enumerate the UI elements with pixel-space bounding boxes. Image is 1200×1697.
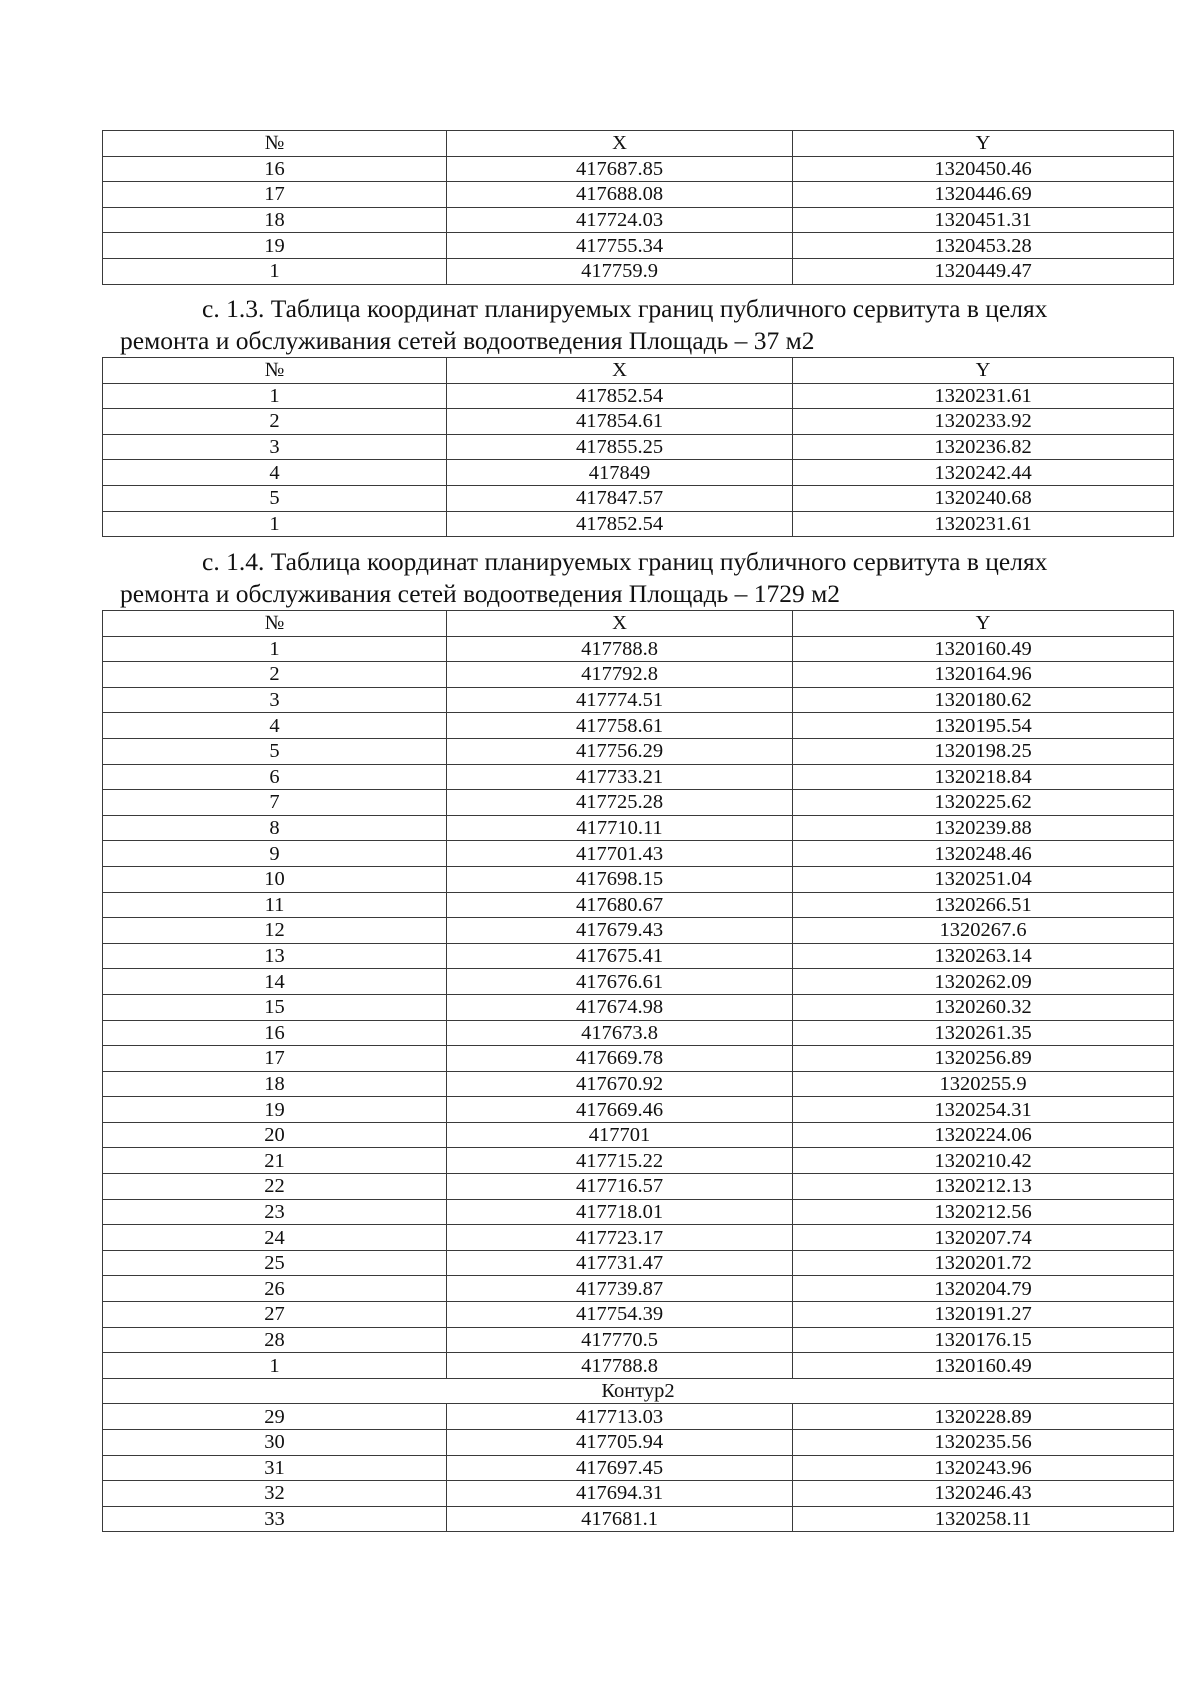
y-coordinate-cell: 1320231.61 — [793, 511, 1174, 537]
table-row — [103, 866, 1174, 892]
contour-label-row — [103, 1378, 1174, 1404]
point-number-cell: 29 — [103, 1404, 447, 1430]
caption-line-2: ремонта и обслуживания сетей водоотведения Площадь – 37 м2 — [120, 326, 815, 355]
x-coordinate-cell: 417669.78 — [447, 1046, 793, 1072]
table-row — [103, 790, 1174, 816]
y-coordinate-cell: 1320176.15 — [793, 1327, 1174, 1353]
table-row — [103, 434, 1174, 460]
header-y: Y — [793, 131, 1174, 157]
table-row — [103, 662, 1174, 688]
y-coordinate-cell: 1320266.51 — [793, 892, 1174, 918]
x-coordinate-cell: 417792.8 — [447, 662, 793, 688]
table-row — [103, 1276, 1174, 1302]
x-coordinate-cell: 417854.61 — [447, 409, 793, 435]
y-coordinate-cell: 1320453.28 — [793, 233, 1174, 259]
point-number-cell: 13 — [103, 943, 447, 969]
y-coordinate-cell: 1320204.79 — [793, 1276, 1174, 1302]
y-coordinate-cell: 1320235.56 — [793, 1430, 1174, 1456]
point-number-cell: 1 — [103, 383, 447, 409]
table-header-row — [103, 611, 1174, 637]
table-row — [103, 892, 1174, 918]
y-coordinate-cell: 1320228.89 — [793, 1404, 1174, 1430]
point-number-cell: 30 — [103, 1430, 447, 1456]
x-coordinate-cell: 417724.03 — [447, 207, 793, 233]
point-number-cell: 3 — [103, 687, 447, 713]
y-coordinate-cell: 1320248.46 — [793, 841, 1174, 867]
header-x: X — [447, 611, 793, 637]
x-coordinate-cell: 417705.94 — [447, 1430, 793, 1456]
table-row — [103, 943, 1174, 969]
x-coordinate-cell: 417710.11 — [447, 815, 793, 841]
point-number-cell: 1 — [103, 511, 447, 537]
x-coordinate-cell: 417687.85 — [447, 156, 793, 182]
table-row — [103, 1302, 1174, 1328]
x-coordinate-cell: 417739.87 — [447, 1276, 793, 1302]
x-coordinate-cell: 417681.1 — [447, 1506, 793, 1532]
x-coordinate-cell: 417754.39 — [447, 1302, 793, 1328]
x-coordinate-cell: 417758.61 — [447, 713, 793, 739]
y-coordinate-cell: 1320236.82 — [793, 434, 1174, 460]
contour-label: Контур2 — [103, 1378, 1174, 1404]
table-row — [103, 1148, 1174, 1174]
point-number-cell: 31 — [103, 1455, 447, 1481]
table-row — [103, 1046, 1174, 1072]
point-number-cell: 21 — [103, 1148, 447, 1174]
x-coordinate-cell: 417688.08 — [447, 182, 793, 208]
point-number-cell: 19 — [103, 233, 447, 259]
table-row — [103, 409, 1174, 435]
header-number: № — [103, 611, 447, 637]
table-row — [103, 687, 1174, 713]
x-coordinate-cell: 417755.34 — [447, 233, 793, 259]
table-row — [103, 738, 1174, 764]
y-coordinate-cell: 1320267.6 — [793, 918, 1174, 944]
x-coordinate-cell: 417852.54 — [447, 383, 793, 409]
point-number-cell: 19 — [103, 1097, 447, 1123]
table-row — [103, 156, 1174, 182]
x-coordinate-cell: 417697.45 — [447, 1455, 793, 1481]
y-coordinate-cell: 1320198.25 — [793, 738, 1174, 764]
y-coordinate-cell: 1320160.49 — [793, 1353, 1174, 1379]
table-body — [103, 636, 1174, 1378]
caption-line-1: с. 1.3. Таблица координат планируемых границ публичного сервитута в целях — [202, 294, 1048, 323]
x-coordinate-cell: 417770.5 — [447, 1327, 793, 1353]
point-number-cell: 2 — [103, 409, 447, 435]
y-coordinate-cell: 1320449.47 — [793, 258, 1174, 284]
x-coordinate-cell: 417701 — [447, 1122, 793, 1148]
x-coordinate-cell: 417756.29 — [447, 738, 793, 764]
table-row — [103, 1250, 1174, 1276]
header-y: Y — [793, 611, 1174, 637]
point-number-cell: 14 — [103, 969, 447, 995]
table-row — [103, 1481, 1174, 1507]
x-coordinate-cell: 417675.41 — [447, 943, 793, 969]
y-coordinate-cell: 1320243.96 — [793, 1455, 1174, 1481]
point-number-cell: 1 — [103, 258, 447, 284]
table-row — [103, 1506, 1174, 1532]
x-coordinate-cell: 417713.03 — [447, 1404, 793, 1430]
table-row — [103, 383, 1174, 409]
table-caption-1-4 — [120, 546, 1180, 610]
x-coordinate-cell: 417716.57 — [447, 1174, 793, 1200]
table-row — [103, 841, 1174, 867]
table-row — [103, 233, 1174, 259]
x-coordinate-cell: 417849 — [447, 460, 793, 486]
x-coordinate-cell: 417694.31 — [447, 1481, 793, 1507]
point-number-cell: 1 — [103, 636, 447, 662]
table-row — [103, 1225, 1174, 1251]
table-caption-1-3 — [120, 293, 1180, 357]
point-number-cell: 26 — [103, 1276, 447, 1302]
point-number-cell: 5 — [103, 485, 447, 511]
coordinates-table-1 — [102, 130, 1174, 285]
table-row — [103, 994, 1174, 1020]
point-number-cell: 6 — [103, 764, 447, 790]
y-coordinate-cell: 1320260.32 — [793, 994, 1174, 1020]
x-coordinate-cell: 417855.25 — [447, 434, 793, 460]
point-number-cell: 1 — [103, 1353, 447, 1379]
table-row — [103, 1071, 1174, 1097]
table-row — [103, 1430, 1174, 1456]
x-coordinate-cell: 417725.28 — [447, 790, 793, 816]
table-row — [103, 1455, 1174, 1481]
table-body — [103, 156, 1174, 284]
table-row — [103, 460, 1174, 486]
header-x: X — [447, 358, 793, 384]
point-number-cell: 5 — [103, 738, 447, 764]
point-number-cell: 33 — [103, 1506, 447, 1532]
y-coordinate-cell: 1320261.35 — [793, 1020, 1174, 1046]
table-row — [103, 207, 1174, 233]
point-number-cell: 25 — [103, 1250, 447, 1276]
point-number-cell: 24 — [103, 1225, 447, 1251]
point-number-cell: 2 — [103, 662, 447, 688]
y-coordinate-cell: 1320231.61 — [793, 383, 1174, 409]
point-number-cell: 9 — [103, 841, 447, 867]
y-coordinate-cell: 1320201.72 — [793, 1250, 1174, 1276]
y-coordinate-cell: 1320180.62 — [793, 687, 1174, 713]
y-coordinate-cell: 1320246.43 — [793, 1481, 1174, 1507]
table-row — [103, 1199, 1174, 1225]
y-coordinate-cell: 1320242.44 — [793, 460, 1174, 486]
table-row — [103, 969, 1174, 995]
contour-2-body — [103, 1404, 1174, 1532]
table-row — [103, 1353, 1174, 1379]
x-coordinate-cell: 417731.47 — [447, 1250, 793, 1276]
y-coordinate-cell: 1320210.42 — [793, 1148, 1174, 1174]
x-coordinate-cell: 417698.15 — [447, 866, 793, 892]
point-number-cell: 10 — [103, 866, 447, 892]
y-coordinate-cell: 1320263.14 — [793, 943, 1174, 969]
header-number: № — [103, 358, 447, 384]
point-number-cell: 32 — [103, 1481, 447, 1507]
table-row — [103, 1020, 1174, 1046]
point-number-cell: 4 — [103, 713, 447, 739]
y-coordinate-cell: 1320255.9 — [793, 1071, 1174, 1097]
table-row — [103, 485, 1174, 511]
x-coordinate-cell: 417679.43 — [447, 918, 793, 944]
x-coordinate-cell: 417718.01 — [447, 1199, 793, 1225]
contour-label-body — [103, 1378, 1174, 1404]
y-coordinate-cell: 1320251.04 — [793, 866, 1174, 892]
y-coordinate-cell: 1320212.56 — [793, 1199, 1174, 1225]
caption-line-1: с. 1.4. Таблица координат планируемых границ публичного сервитута в целях — [202, 547, 1048, 576]
point-number-cell: 4 — [103, 460, 447, 486]
y-coordinate-cell: 1320233.92 — [793, 409, 1174, 435]
table-row — [103, 1097, 1174, 1123]
point-number-cell: 7 — [103, 790, 447, 816]
y-coordinate-cell: 1320212.13 — [793, 1174, 1174, 1200]
table-row — [103, 1404, 1174, 1430]
x-coordinate-cell: 417788.8 — [447, 1353, 793, 1379]
y-coordinate-cell: 1320258.11 — [793, 1506, 1174, 1532]
x-coordinate-cell: 417759.9 — [447, 258, 793, 284]
y-coordinate-cell: 1320191.27 — [793, 1302, 1174, 1328]
coordinates-table-3 — [102, 610, 1174, 1532]
y-coordinate-cell: 1320262.09 — [793, 969, 1174, 995]
x-coordinate-cell: 417674.98 — [447, 994, 793, 1020]
point-number-cell: 18 — [103, 1071, 447, 1097]
header-y: Y — [793, 358, 1174, 384]
y-coordinate-cell: 1320240.68 — [793, 485, 1174, 511]
x-coordinate-cell: 417847.57 — [447, 485, 793, 511]
y-coordinate-cell: 1320225.62 — [793, 790, 1174, 816]
x-coordinate-cell: 417788.8 — [447, 636, 793, 662]
coordinates-table-2 — [102, 357, 1174, 537]
table-row — [103, 258, 1174, 284]
x-coordinate-cell: 417852.54 — [447, 511, 793, 537]
point-number-cell: 28 — [103, 1327, 447, 1353]
table-row — [103, 764, 1174, 790]
x-coordinate-cell: 417774.51 — [447, 687, 793, 713]
point-number-cell: 18 — [103, 207, 447, 233]
y-coordinate-cell: 1320164.96 — [793, 662, 1174, 688]
point-number-cell: 23 — [103, 1199, 447, 1225]
x-coordinate-cell: 417669.46 — [447, 1097, 793, 1123]
x-coordinate-cell: 417733.21 — [447, 764, 793, 790]
table-row — [103, 511, 1174, 537]
table-row — [103, 918, 1174, 944]
y-coordinate-cell: 1320218.84 — [793, 764, 1174, 790]
point-number-cell: 20 — [103, 1122, 447, 1148]
point-number-cell: 16 — [103, 156, 447, 182]
point-number-cell: 8 — [103, 815, 447, 841]
point-number-cell: 27 — [103, 1302, 447, 1328]
x-coordinate-cell: 417676.61 — [447, 969, 793, 995]
point-number-cell: 3 — [103, 434, 447, 460]
caption-line-2: ремонта и обслуживания сетей водоотведения Площадь – 1729 м2 — [120, 579, 841, 608]
x-coordinate-cell: 417673.8 — [447, 1020, 793, 1046]
table-row — [103, 636, 1174, 662]
y-coordinate-cell: 1320446.69 — [793, 182, 1174, 208]
table-row — [103, 815, 1174, 841]
table-row — [103, 713, 1174, 739]
table-header-row — [103, 358, 1174, 384]
header-x: X — [447, 131, 793, 157]
table-row — [103, 182, 1174, 208]
y-coordinate-cell: 1320450.46 — [793, 156, 1174, 182]
table-header-row — [103, 131, 1174, 157]
y-coordinate-cell: 1320254.31 — [793, 1097, 1174, 1123]
table-row — [103, 1327, 1174, 1353]
point-number-cell: 11 — [103, 892, 447, 918]
y-coordinate-cell: 1320207.74 — [793, 1225, 1174, 1251]
x-coordinate-cell: 417701.43 — [447, 841, 793, 867]
point-number-cell: 12 — [103, 918, 447, 944]
point-number-cell: 16 — [103, 1020, 447, 1046]
y-coordinate-cell: 1320195.54 — [793, 713, 1174, 739]
y-coordinate-cell: 1320160.49 — [793, 636, 1174, 662]
x-coordinate-cell: 417723.17 — [447, 1225, 793, 1251]
y-coordinate-cell: 1320256.89 — [793, 1046, 1174, 1072]
point-number-cell: 17 — [103, 1046, 447, 1072]
header-number: № — [103, 131, 447, 157]
point-number-cell: 22 — [103, 1174, 447, 1200]
table-row — [103, 1174, 1174, 1200]
y-coordinate-cell: 1320224.06 — [793, 1122, 1174, 1148]
y-coordinate-cell: 1320239.88 — [793, 815, 1174, 841]
y-coordinate-cell: 1320451.31 — [793, 207, 1174, 233]
table-body — [103, 383, 1174, 537]
point-number-cell: 15 — [103, 994, 447, 1020]
table-row — [103, 1122, 1174, 1148]
x-coordinate-cell: 417680.67 — [447, 892, 793, 918]
x-coordinate-cell: 417715.22 — [447, 1148, 793, 1174]
point-number-cell: 17 — [103, 182, 447, 208]
x-coordinate-cell: 417670.92 — [447, 1071, 793, 1097]
